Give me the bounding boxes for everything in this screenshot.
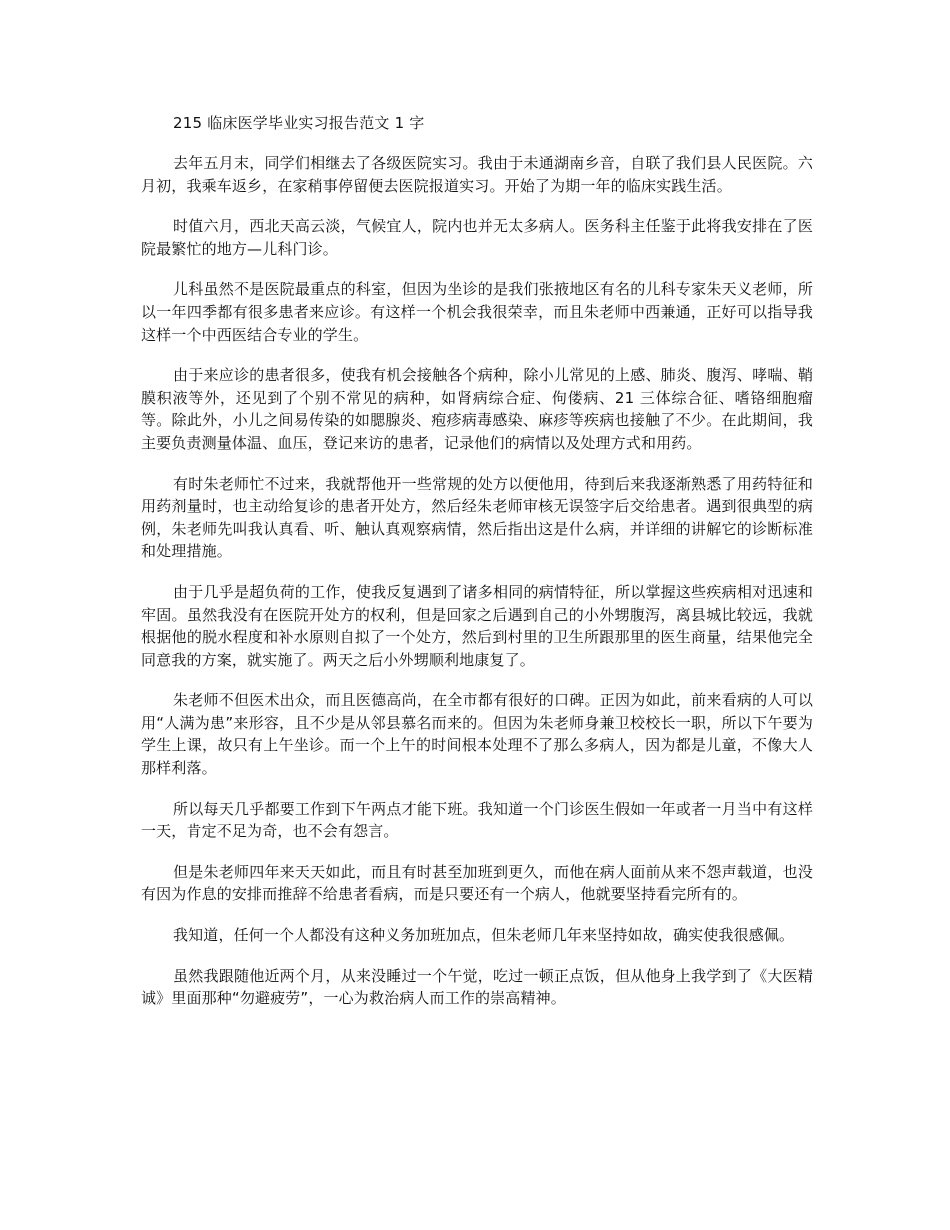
paragraph-2: 时值六月，西北天高云淡，气候宜人，院内也并无太多病人。医务科主任鉴于此将我安排在了医院最繁忙的地方—儿科门诊。	[141, 217, 813, 258]
paragraph-1: 去年五月末，同学们相继去了各级医院实习。我由于未通湖南乡音，自联了我们县人民医院。六月初，我乘车返乡，在家稍事停留便去医院报道实习。开始了为期一年的临床实践生活。	[141, 154, 813, 195]
paragraph-6: 由于几乎是超负荷的工作，使我反复遇到了诸多相同的病情特征，所以掌握这些疾病相对迅速和牢固。虽然我没有在医院开处方的权利，但是回家之后遇到自己的小外甥腹泻，离县城比较远，我就根据他的脱水程度和补水原则自拟了一个处方，然后到村里的卫生所跟那里的医生商量，结果他完全同意我的方案，就实施了。两天之后小外甥顺利地康复了。	[141, 582, 813, 669]
paragraph-8: 所以每天几乎都要工作到下午两点才能下班。我知道一个门诊医生假如一年或者一月当中有这样一天，肯定不足为奇，也不会有怨言。	[141, 799, 813, 841]
paragraph-7: 朱老师不但医术出众，而且医德高尚，在全市都有很好的口碑。正因为如此，前来看病的人可以用“人满为患”来形容，且不少是从邻县慕名而来的。但因为朱老师身兼卫校校长一职，所以下午要为学生上课，故只有上午坐诊。而一个上午的时间根本处理不了那么多病人，因为都是儿童，不像大人那样利落。	[141, 691, 813, 778]
paragraph-9: 但是朱老师四年来天天如此，而且有时甚至加班到更久，而他在病人面前从来不怨声载道，也没有因为作息的安排而推辞不给患者看病，而是只要还有一个病人，他就要坚持看完所有的。	[141, 862, 813, 904]
paragraph-5: 有时朱老师忙不过来，我就帮他开一些常规的处方以便他用，待到后来我逐渐熟悉了用药特征和用药剂量时，也主动给复诊的患者开处方，然后经朱老师审核无误签字后交给患者。遇到很典型的病例，朱老师先叫我认真看、听、触认真观察病情，然后指出这是什么病，并详细的讲解它的诊断标准和处理措施。	[141, 474, 813, 561]
document-page	[141, 112, 813, 1028]
paragraph-4: 由于来应诊的患者很多，使我有机会接触各个病种，除小儿常见的上感、肺炎、腹泻、哮喘、鞘膜积液等外，还见到了个别不常见的病种，如肾病综合症、佝偻病、21 三体综合征、嗜铬细胞瘤等。除此外，小儿之间易传染的如腮腺炎、疱疹病毒感染、麻疹等疾病也接触了不少。在此期间，我主要负责测量体温、血压，登记来访的患者，记录他们的病情以及处理方式和用药。	[141, 366, 813, 452]
paragraph-10: 我知道，任何一个人都没有这种义务加班加点，但朱老师几年来坚持如故，确实使我很感佩。	[173, 926, 795, 945]
document-title: 215 临床医学毕业实习报告范文 1 字	[173, 114, 425, 132]
paragraph-11: 虽然我跟随他近两个月，从来没睡过一个午觉，吃过一顿正点饭，但从他身上我学到了《大医精诚》里面那种“勿避疲劳”，一心为救治病人而工作的崇高精神。	[141, 966, 813, 1008]
paragraph-3: 儿科虽然不是医院最重点的科室，但因为坐诊的是我们张掖地区有名的儿科专家朱天义老师，所以一年四季都有很多患者来应诊。有这样一个机会我很荣幸，而且朱老师中西兼通，正好可以指导我这样一个中西医结合专业的学生。	[141, 280, 813, 344]
